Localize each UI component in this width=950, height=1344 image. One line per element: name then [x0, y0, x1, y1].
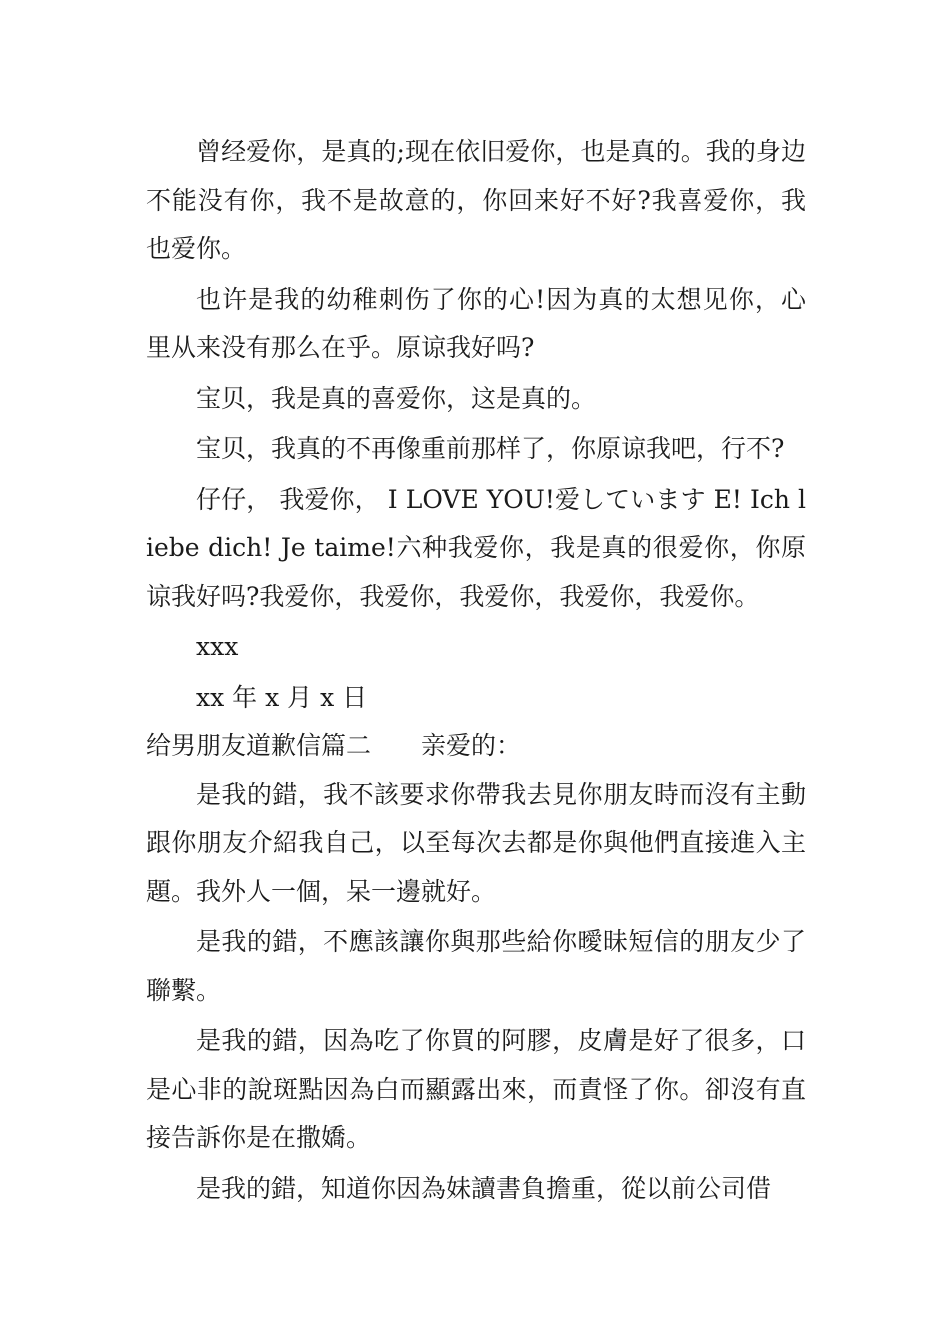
- paragraph-my-fault-messages: 是我的錯，不應該讓你與那些給你曖昧短信的朋友少了聯繫。: [146, 927, 806, 1005]
- paragraph-my-fault-sister: 是我的錯，知道你因為妹讀書負擔重，從以前公司借: [196, 1173, 772, 1203]
- paragraph-baby-forgive: 宝贝，我真的不再像重前那样了，你原谅我吧，行不?: [196, 434, 785, 463]
- paragraph-my-fault-skin: 是我的錯，因為吃了你買的阿膠，皮膚是好了很多，口是心非的說斑點因為白而顯露出來，而責怪了你。卻沒有直接告訴你是在撒嬌。: [146, 1026, 806, 1152]
- paragraph-apology-childish: 也许是我的幼稚刺伤了你的心!因为真的太想见你，心里从来没有那么在乎。原谅我好吗?: [146, 284, 806, 362]
- section-heading: [146, 722, 806, 771]
- signature-name: xxx: [196, 632, 239, 661]
- section-title: 给男朋友道歉信篇二: [146, 731, 372, 760]
- paragraph-love-declaration: 曾经爱你，是真的;现在依旧爱你，也是真的。我的身边不能没有你，我不是故意的，你回来好不好?我喜爱你，我也爱你。: [146, 137, 806, 263]
- document-page: [146, 128, 806, 1213]
- signature-date: xx 年 x 月 x 日: [196, 682, 368, 712]
- letter-greeting: 亲爱的：: [421, 731, 522, 760]
- paragraph-six-languages: 仔仔， 我爱你， I LOVE YOU!爱しています E! Ich liebe dich! Je taime!六种我爱你，我是真的很爱你，你原谅我好吗?我爱你，我爱你，我爱你，我爱你，我爱你。: [146, 484, 806, 611]
- paragraph-baby-truly: 宝贝，我是真的喜爱你，这是真的。: [196, 383, 597, 413]
- paragraph-my-fault-friends: 是我的錯，我不該要求你帶我去見你朋友時而沒有主動跟你朋友介紹我自己，以至每次去都是你與他們直接進入主題。我外人一個，呆一邊就好。: [146, 779, 806, 906]
